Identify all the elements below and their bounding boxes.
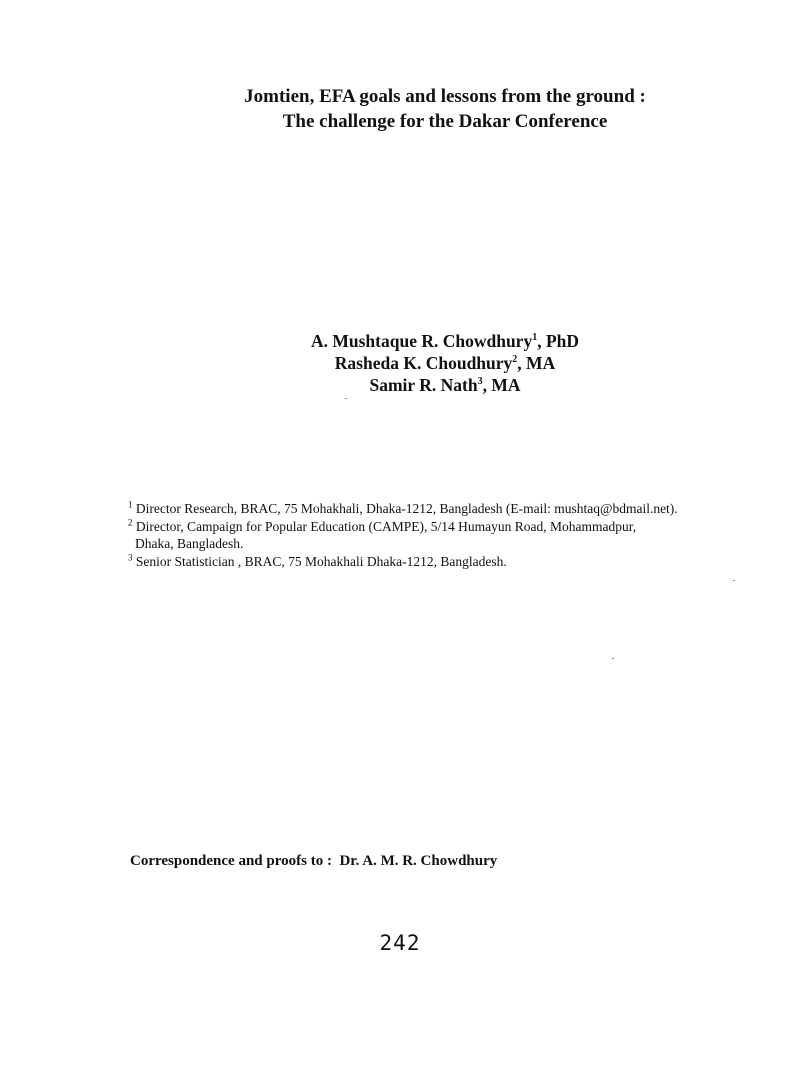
footnote-text: Director Research, BRAC, 75 Mohakhali, Dhaka-1212, Bangladesh (E-mail: mushtaq@bdmail.net). xyxy=(135,501,678,516)
correspondence-label: Correspondence and proofs to : xyxy=(130,853,332,869)
author-footnote-mark: 2 xyxy=(512,354,518,366)
footnote-mark: 3 xyxy=(128,552,133,562)
author-degree: , MA xyxy=(482,375,521,395)
page-number: 242 xyxy=(379,931,421,955)
footnote-mark: 1 xyxy=(128,499,133,510)
footnote-mark: 2 xyxy=(128,517,133,527)
author-footnote-mark: 1 xyxy=(532,332,538,344)
author-degree: , PhD xyxy=(537,331,580,351)
document-title xyxy=(0,84,800,134)
author-name: Samir R. Nath xyxy=(369,375,478,395)
title-line-1: Jomtien, EFA goals and lessons from the ground : xyxy=(244,86,646,107)
scan-speck xyxy=(612,658,614,659)
footnote-3 xyxy=(128,553,768,571)
scan-speck xyxy=(345,398,347,399)
author-3 xyxy=(0,374,800,396)
author-name: Rasheda K. Choudhury xyxy=(334,353,513,373)
correspondence-line xyxy=(130,853,497,870)
author-1 xyxy=(0,330,800,352)
footnote-text: Director, Campaign for Popular Education (CAMPE), 5/14 Humayun Road, Mohammadpur, xyxy=(135,518,637,534)
author-degree: , MA xyxy=(517,353,556,373)
author-name: A. Mushtaque R. Chowdhury xyxy=(310,331,533,351)
correspondence-name: Dr. A. M. R. Chowdhury xyxy=(339,853,498,869)
footnote-text: Senior Statistician , BRAC, 75 Mohakhali Dhaka-1212, Bangladesh. xyxy=(135,553,507,569)
footnote-1 xyxy=(128,500,768,518)
footnote-2 xyxy=(128,518,768,536)
affiliation-footnotes xyxy=(128,500,768,570)
author-2 xyxy=(0,352,800,374)
scan-speck xyxy=(733,580,735,581)
author-footnote-mark: 3 xyxy=(477,376,483,388)
footnote-2-continuation: Dhaka, Bangladesh. xyxy=(135,536,244,551)
author-list xyxy=(0,330,800,396)
title-line-2: The challenge for the Dakar Conference xyxy=(282,111,608,132)
